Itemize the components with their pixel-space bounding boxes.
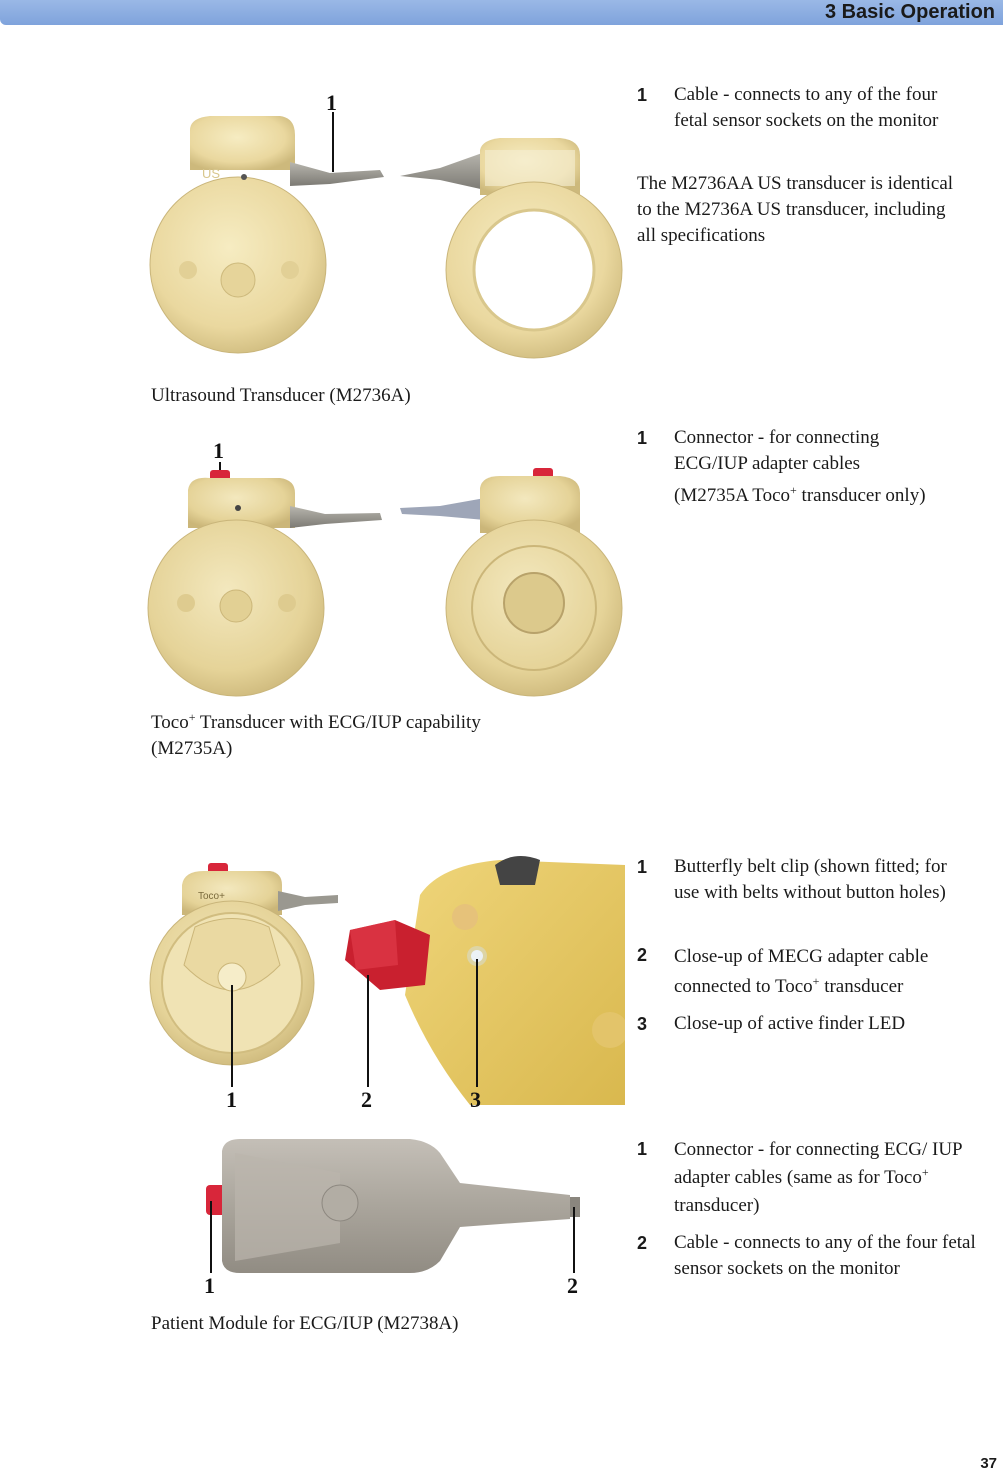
item-text: transducer) xyxy=(674,1195,760,1216)
superscript: + xyxy=(188,710,196,724)
ultrasound-transducer-photo xyxy=(140,80,625,375)
us-embossed-label: US xyxy=(202,166,221,181)
caption-text: Toco xyxy=(151,712,189,733)
superscript: + xyxy=(812,974,820,988)
item-text: Close-up of active finder LED xyxy=(674,1013,906,1034)
us-callout-1: 1 xyxy=(326,90,337,115)
item-text-line: Connector - for connecting xyxy=(674,427,880,448)
caption-text: Transducer with ECG/IUP capability xyxy=(195,712,481,733)
chapter-title: 3 Basic Operation xyxy=(824,1,995,23)
module-item-1 xyxy=(637,1136,972,1220)
toco-item-1 xyxy=(637,425,967,509)
toco-caption xyxy=(151,710,571,762)
patient-module-photo xyxy=(140,1133,625,1298)
clip-callout-3: 3 xyxy=(470,1087,481,1112)
item-number: 1 xyxy=(637,857,648,877)
item-number: 1 xyxy=(637,85,648,105)
item-number: 2 xyxy=(637,945,648,965)
belt-clip-and-closeup-photo xyxy=(140,855,625,1115)
us-note: The M2736AA US transducer is identical to the M2736A US transducer, including all specifications xyxy=(637,173,954,246)
caption-text: (M2735A) xyxy=(151,738,233,759)
item-number: 3 xyxy=(637,1014,648,1034)
item-number: 2 xyxy=(637,1233,648,1253)
us-caption: Ultrasound Transducer (M2736A) xyxy=(151,385,411,406)
module-callout-2: 2 xyxy=(567,1273,578,1298)
item-text: Close-up of MECG adapter cable connected to Toco xyxy=(674,946,929,997)
toco-callout-1: 1 xyxy=(213,438,224,463)
item-text: Cable - connects to any of the four fetal sensor sockets on the monitor xyxy=(674,1232,976,1279)
item-text: (M2735A Toco xyxy=(674,485,791,506)
item-text-line: ECG/IUP adapter cables xyxy=(674,453,861,474)
page-number: 37 xyxy=(980,1455,997,1472)
clip-item-2 xyxy=(637,942,967,1002)
module-item-2 xyxy=(637,1230,977,1282)
toco-embossed-label: Toco+ xyxy=(198,891,225,902)
module-caption: Patient Module for ECG/IUP (M2738A) xyxy=(151,1313,459,1334)
module-callout-1: 1 xyxy=(204,1273,215,1298)
clip-item-1 xyxy=(637,854,967,906)
clip-item-3 xyxy=(637,1011,967,1037)
clip-callout-2: 2 xyxy=(361,1087,372,1112)
item-text: transducer only) xyxy=(796,485,926,506)
superscript: + xyxy=(790,483,797,497)
item-text: Connector - for connecting ECG/ IUP adapter cables (same as for Toco xyxy=(674,1139,962,1188)
us-item-1 xyxy=(637,82,967,134)
item-number: 1 xyxy=(637,1139,648,1159)
item-number: 1 xyxy=(637,428,648,448)
item-text: transducer xyxy=(819,976,904,997)
clip-callout-1: 1 xyxy=(226,1087,237,1112)
item-text: Cable - connects to any of the four fetal sensor sockets on the monitor xyxy=(674,84,939,131)
toco-transducer-photo xyxy=(140,428,625,698)
item-text: Butterfly belt clip (shown fitted; for use with belts without button holes) xyxy=(674,856,947,903)
superscript: + xyxy=(921,1165,929,1179)
